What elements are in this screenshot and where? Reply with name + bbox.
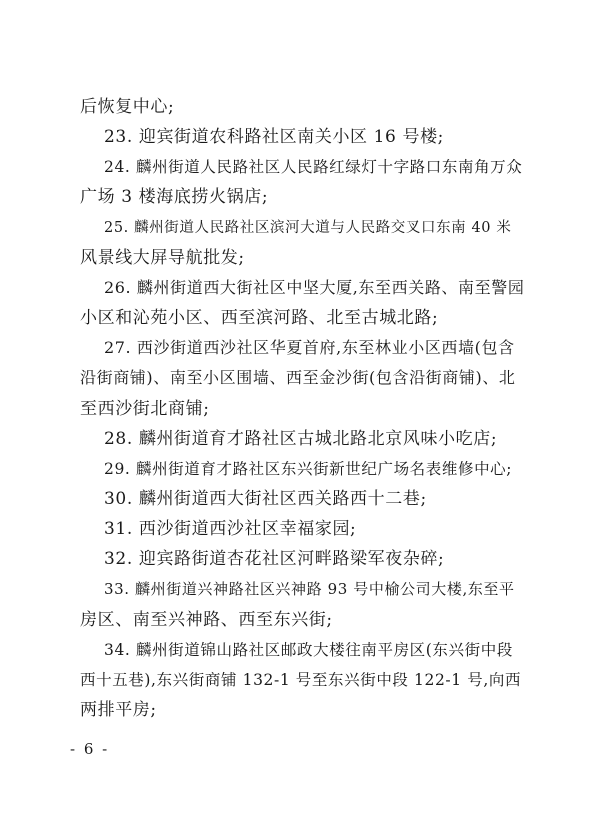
page-number: - 6 - [70, 740, 110, 758]
list-item-26: 26. 麟州街道西大街社区中坚大厦,东至西关路、南至警园 [104, 277, 525, 297]
text-line: 两排平房; [80, 700, 157, 720]
list-item-31: 31. 西沙街道西沙社区幸福家园; [104, 519, 357, 540]
list-item-24: 24. 麟州街道人民路社区人民路红绿灯十字路口东南角万众 [104, 158, 523, 177]
text-line: 沿街商铺)、南至小区围墙、西至金沙街(包含沿街商铺)、北 [80, 368, 516, 388]
list-item-33: 33. 麟州街道兴神路社区兴神路 93 号中榆公司大楼,东至平 [104, 580, 515, 599]
list-item-27: 27. 西沙街道西沙社区华夏首府,东至林业小区西墙(包含 [104, 338, 515, 358]
text-line: 西十五巷),东兴街商铺 132-1 号至东兴街中段 122-1 号,向西 [80, 670, 522, 689]
text-line: 至西沙街北商铺; [80, 398, 210, 419]
text-line: 小区和沁苑小区、西至滨河路、北至古城北路; [80, 308, 439, 329]
text-line: 后恢复中心; [80, 97, 175, 117]
text-line: 风景线大屏导航批发; [80, 247, 245, 268]
text-line: 房区、南至兴神路、西至东兴街; [80, 609, 333, 630]
list-item-28: 28. 麟州街道育才路社区古城北路北京风味小吃店; [104, 428, 498, 449]
list-item-25: 25. 麟州街道人民路社区滨河大道与人民路交叉口东南 40 米 [104, 219, 512, 236]
list-item-32: 32. 迎宾路街道杏花社区河畔路梁军夜杂碎; [104, 549, 445, 570]
list-item-34: 34. 麟州街道锦山路社区邮政大楼往南平房区(东兴街中段 [104, 640, 513, 659]
text-line: 广场 3 楼海底捞火锅店; [80, 187, 269, 208]
list-item-23: 23. 迎宾街道农科路社区南关小区 16 号楼; [104, 127, 445, 148]
list-item-30: 30. 麟州街道西大街社区西关路西十二巷; [104, 488, 427, 509]
list-item-29: 29. 麟州街道育才路社区东兴街新世纪广场名表维修中心; [104, 459, 513, 478]
